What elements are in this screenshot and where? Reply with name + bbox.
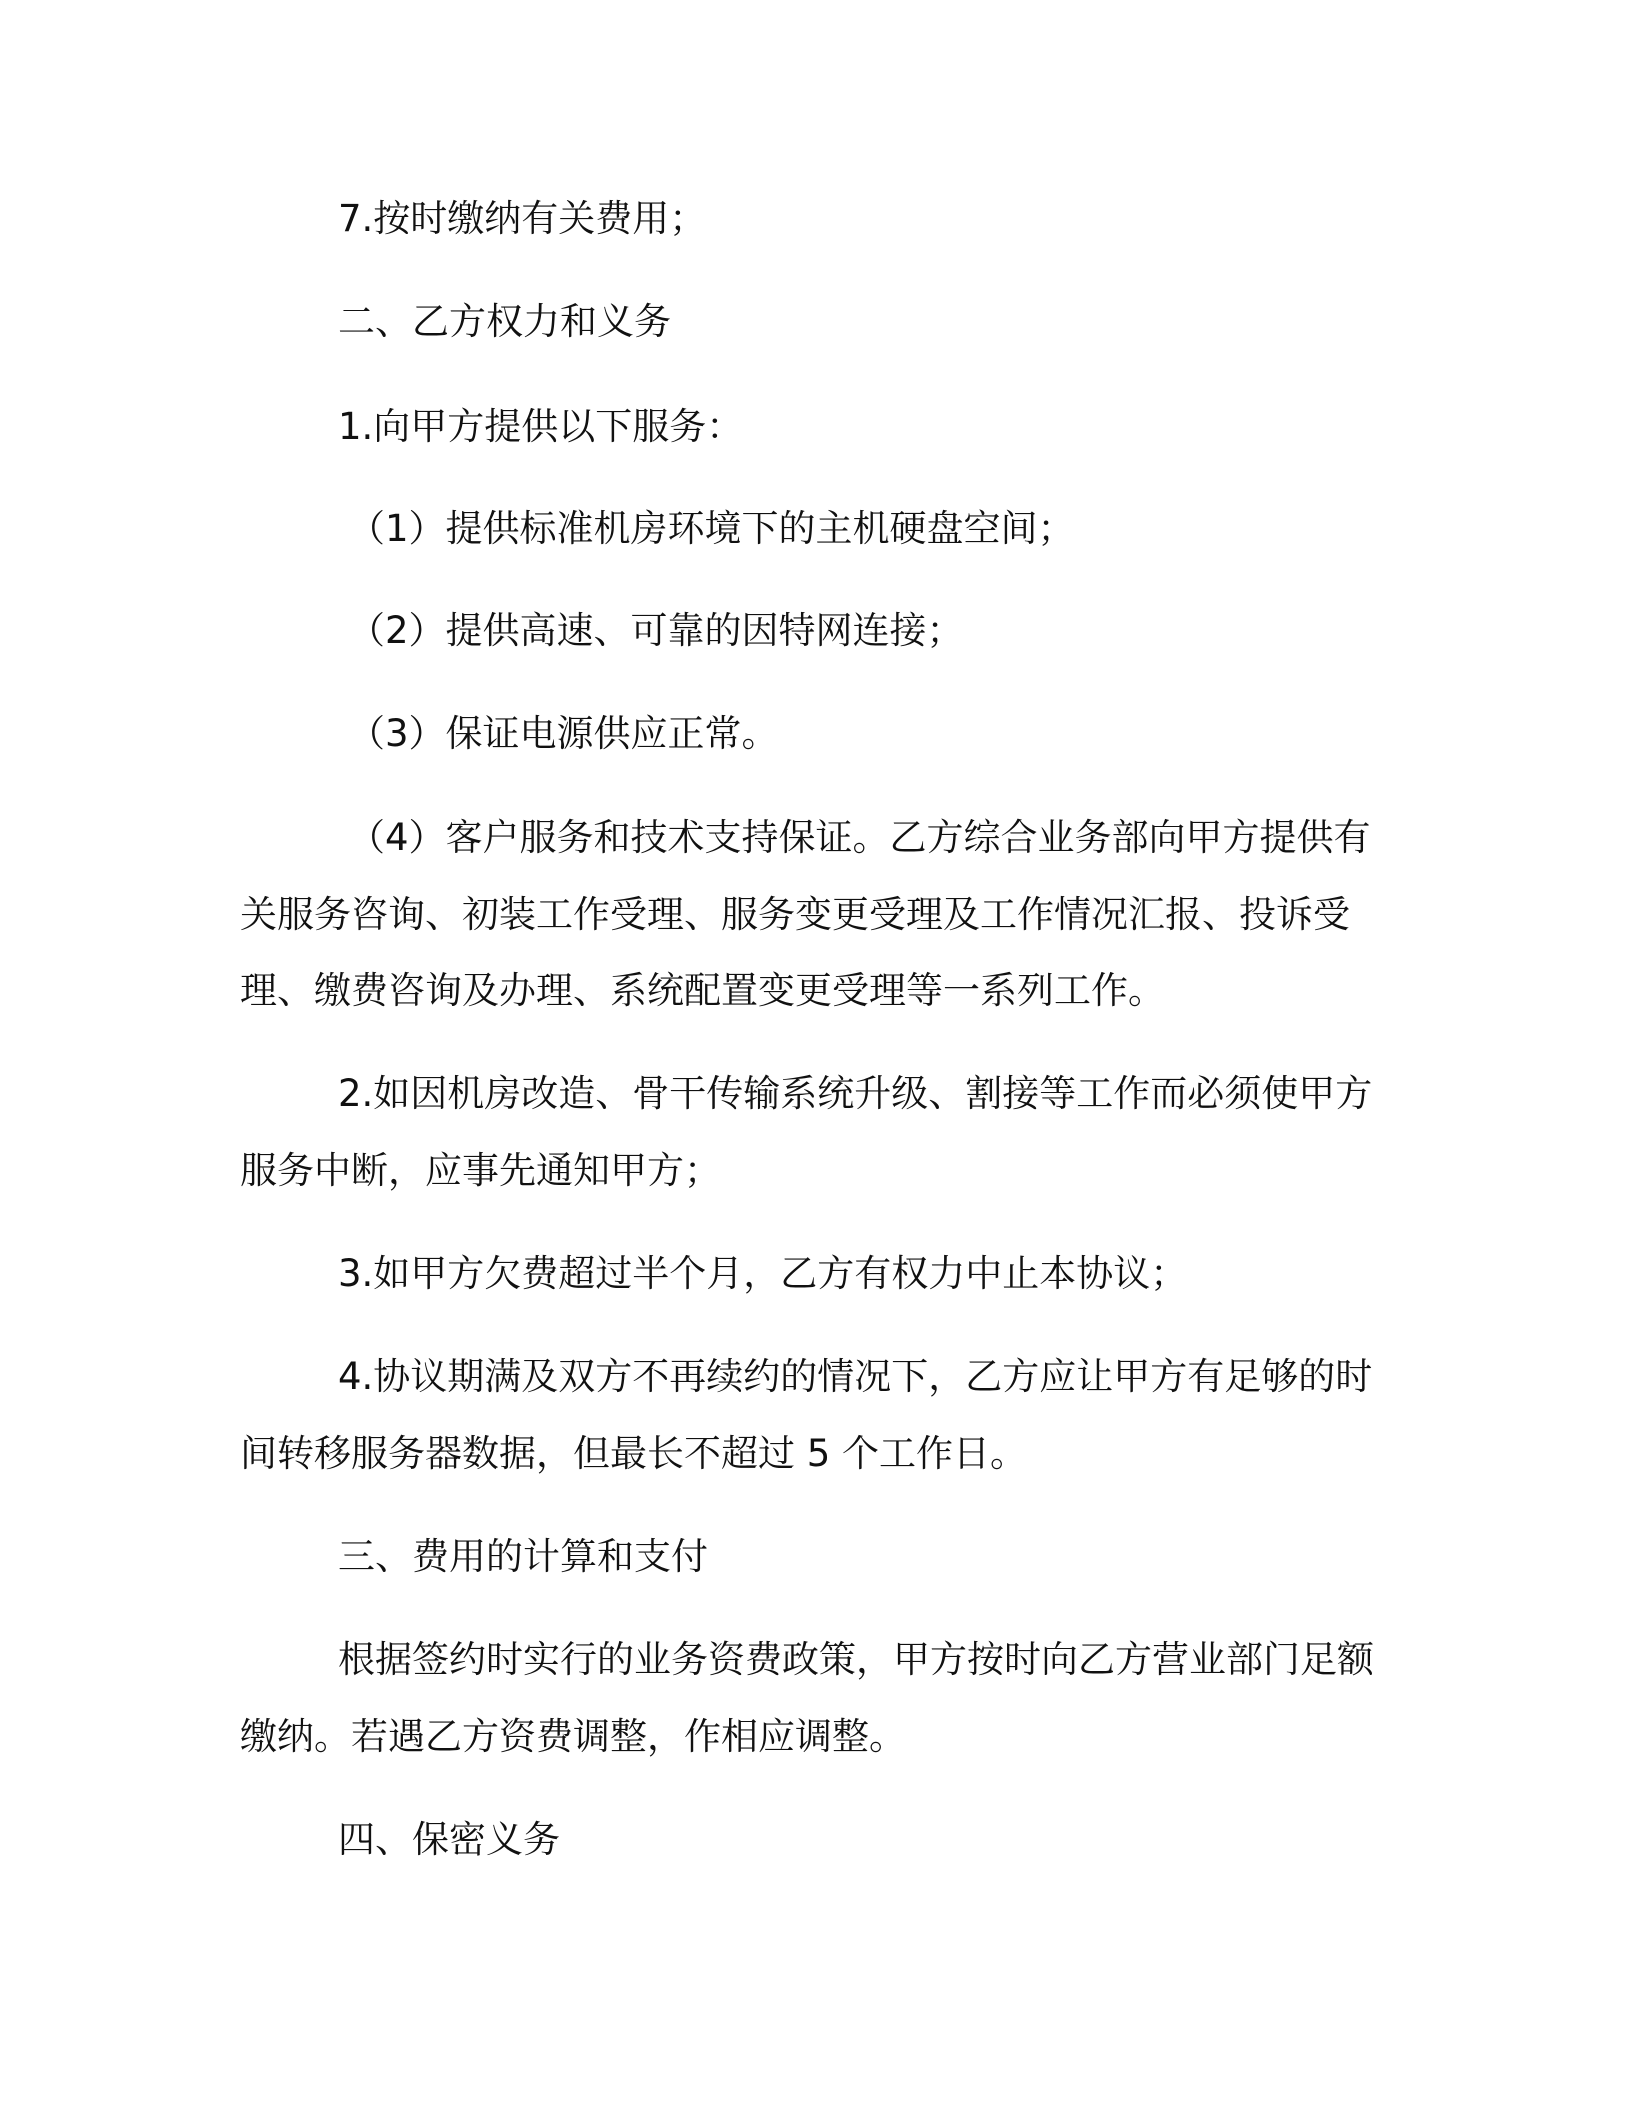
section-heading-4: 四、保密义务: [338, 1818, 560, 1861]
list-item-2-line-2: 服务中断，应事先通知甲方；: [240, 1149, 721, 1192]
sub-item-1: （1）提供标准机房环境下的主机硬盘空间；: [348, 507, 1075, 550]
sub-item-3: （3）保证电源供应正常。: [348, 712, 779, 755]
sub-item-4-line-2: 关服务咨询、初装工作受理、服务变更受理及工作情况汇报、投诉受: [240, 893, 1350, 936]
list-item-2-line-1: 2.如因机房改造、骨干传输系统升级、割接等工作而必须使甲方: [338, 1072, 1373, 1115]
list-item-7: 7.按时缴纳有关费用；: [338, 197, 707, 240]
list-item-3: 3.如甲方欠费超过半个月，乙方有权力中止本协议；: [338, 1252, 1188, 1295]
section-heading-3: 三、费用的计算和支付: [338, 1535, 708, 1578]
sub-item-2: （2）提供高速、可靠的因特网连接；: [348, 609, 964, 652]
paragraph-fees-line-1: 根据签约时实行的业务资费政策，甲方按时向乙方营业部门足额: [338, 1638, 1374, 1681]
list-item-4-line-2: 间转移服务器数据，但最长不超过 5 个工作日。: [240, 1432, 1028, 1475]
sub-item-4-line-1: （4）客户服务和技术支持保证。乙方综合业务部向甲方提供有: [348, 816, 1371, 859]
section-heading-2: 二、乙方权力和义务: [338, 300, 671, 343]
sub-item-4-line-3: 理、缴费咨询及办理、系统配置变更受理等一系列工作。: [240, 969, 1165, 1012]
paragraph-fees-line-2: 缴纳。若遇乙方资费调整，作相应调整。: [240, 1715, 906, 1758]
list-item-4-line-1: 4.协议期满及双方不再续约的情况下，乙方应让甲方有足够的时: [338, 1355, 1373, 1398]
list-item-1: 1.向甲方提供以下服务：: [338, 405, 744, 448]
